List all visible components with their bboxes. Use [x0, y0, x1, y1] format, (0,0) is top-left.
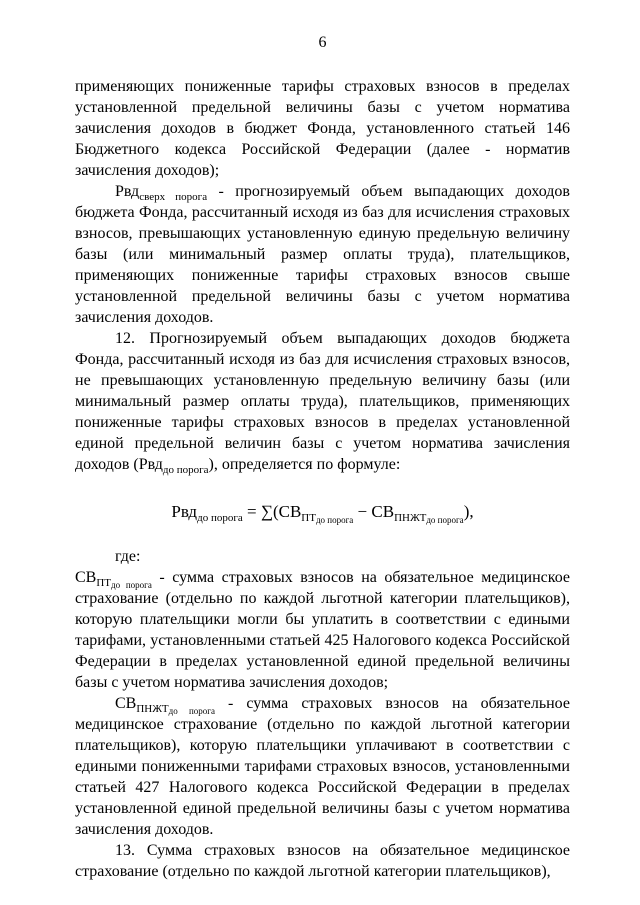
- subscript-text: ПТ: [96, 577, 112, 589]
- text-run: Рвд: [171, 502, 198, 521]
- text-run: ),: [463, 502, 474, 521]
- paragraph: [75, 181, 570, 328]
- paragraph: [75, 693, 570, 840]
- subscript-text: до порога: [315, 515, 354, 525]
- text-run: СВ: [75, 569, 97, 586]
- page-number: 6: [318, 34, 327, 51]
- subscript-text: ПНЖТ: [394, 512, 427, 524]
- formula: [75, 501, 570, 525]
- subscript-text: до порога: [162, 464, 209, 476]
- paragraph: [75, 76, 570, 181]
- subscript-text: до порога: [197, 512, 243, 524]
- document-body: [75, 76, 570, 882]
- subscript-text: ПТ: [301, 512, 316, 524]
- subscript-text: сверх порога: [139, 191, 208, 203]
- text-run: 12. Прогнозируемый объем выпадающих доходов бюджета Фонда, рассчитанный исходя из баз для исчисления страховых взносов, не превышающих установленную предельную величину базы (или минимальный размер оплаты труда), плательщиков, применяющих пониженные тарифы страховых взносов в пределах установленной единой предельной величин базы с учетом норматива зачисления доходов (Рвд: [75, 330, 570, 473]
- paragraph: [75, 567, 570, 693]
- text-run: ), определяется по формуле:: [208, 456, 401, 473]
- text-run: − СВ: [353, 502, 395, 521]
- text-run: 13. Сумма страховых взносов на обязательное медицинское страхование (отдельно по каждой льготной категории плательщиков),: [75, 842, 570, 880]
- subscript-text: до порога: [426, 515, 464, 525]
- text-run: - сумма страховых взносов на обязательное медицинское страхование (отдельно по каждой льготной категории плательщиков), которую плательщики могли бы уплатить в соответствии с едиными тарифами, установленными статьей 425 Налогового кодекса Российской Федерации в пределах установленной единой предельной величины базы с учетом норматива зачисления доходов;: [75, 569, 570, 691]
- text-run: СВ: [115, 695, 137, 712]
- paragraph: [75, 840, 570, 882]
- paragraph: [75, 328, 570, 475]
- paragraph: [75, 546, 570, 567]
- text-run: - прогнозируемый объем выпадающих доходов бюджета Фонда, рассчитанный исходя из баз для исчисления страховых взносов, превышающих установленную единую предельную величину базы (или минимальный размер оплаты труда), плательщиков, применяющих пониженные тарифы страховых взносов свыше установленной предельной величины базы с учетом норматива зачисления доходов.: [75, 183, 570, 326]
- subscript-text: до порога: [111, 580, 152, 590]
- text-run: применяющих пониженные тарифы страховых взносов в пределах установленной предельной величины базы с учетом норматива зачисления доходов в бюджет Фонда, установленного статьей 146 Бюджетного кодекса Российской Федерации (далее - норматив зачисления доходов);: [75, 78, 570, 179]
- text-run: Рвд: [115, 183, 140, 200]
- subscript-text: до порога: [168, 706, 215, 716]
- text-run: - сумма страховых взносов на обязательное медицинское страхование (отдельно по каждой льготной категории плательщиков), которую плательщики уплачивают в соответствии с едиными пониженными тарифами страховых взносов, установленными статьей 427 Налогового кодекса Российской Федерации в пределах установленной единой предельной величины базы с учетом норматива зачисления доходов.: [75, 695, 570, 838]
- text-run: = ∑(СВ: [242, 502, 302, 521]
- subscript-text: ПНЖТ: [136, 703, 169, 715]
- text-run: где:: [115, 548, 141, 565]
